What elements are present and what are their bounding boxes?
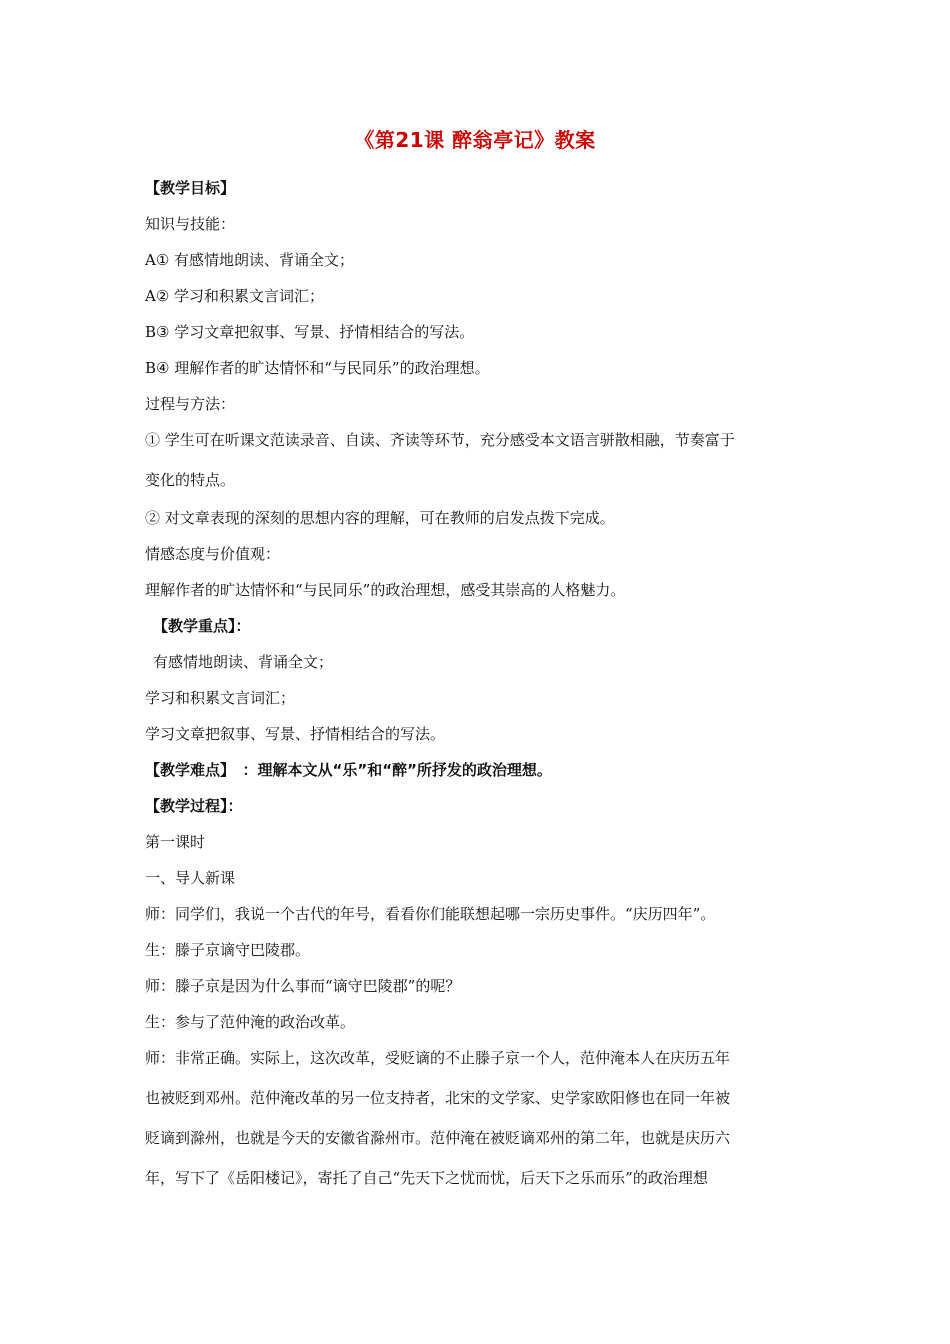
lesson-period: 第一课时	[145, 833, 206, 851]
section-heading-difficulties: 【教学难点】 ：理解本文从“乐”和“醉”所抒发的政治理想。	[145, 761, 552, 779]
key-point-3: 学习文章把叙事、写景、抒情相结合的写法。	[145, 725, 446, 743]
document-title: 《第21课 醉翁亭记》教案	[354, 128, 596, 152]
process-item-1: ① 学生可在听课文范读录音、自读、齐读等环节，充分感受本文语言骈散相融，节奏富于	[145, 431, 735, 449]
attitudes-text: 理解作者的旷达情怀和“与民同乐”的政治理想，感受其崇高的人格魅力。	[145, 581, 626, 599]
dialogue-teacher-3-cont-2: 贬谪到滁州，也就是今天的安徽省滁州市。范仲淹在被贬谪邓州的第二年，也就是庆历六	[145, 1129, 731, 1147]
subheading-attitudes-values: 情感态度与价值观：	[145, 545, 281, 563]
objective-a1: A① 有感情地朗读、背诵全文；	[145, 251, 355, 269]
section-heading-objectives: 【教学目标】	[145, 179, 236, 197]
key-point-1: 有感情地朗读、背诵全文；	[153, 653, 334, 671]
section-heading-key-points: 【教学重点】：	[153, 617, 251, 635]
dialogue-student-1: 生：滕子京谪守巴陵郡。	[145, 941, 311, 959]
dialogue-teacher-1: 师：同学们，我说一个古代的年号，看看你们能联想起哪一宗历史事件。“庆历四年”。	[145, 905, 716, 923]
dialogue-teacher-3-cont-1: 也被贬到邓州。范仲淹改革的另一位支持者，北宋的文学家、史学家欧阳修也在同一年被	[145, 1089, 731, 1107]
process-item-1-cont: 变化的特点。	[145, 471, 236, 489]
objective-a2: A② 学习和积累文言词汇；	[145, 287, 325, 305]
objective-b3: B③ 学习文章把叙事、写景、抒情相结合的写法。	[145, 323, 475, 341]
subheading-knowledge-skills: 知识与技能：	[145, 215, 236, 233]
objective-b4: B④ 理解作者的旷达情怀和“与民同乐”的政治理想。	[145, 359, 490, 377]
dialogue-teacher-3: 师：非常正确。实际上，这次改革，受贬谪的不止滕子京一个人，范仲淹本人在庆历五年	[145, 1049, 731, 1067]
section-heading-process: 【教学过程】：	[145, 797, 243, 815]
dialogue-teacher-2: 师：滕子京是因为什么事而“谪守巴陵郡”的呢？	[145, 977, 461, 995]
step-introduction: 一、导人新课	[145, 869, 236, 887]
process-item-2: ② 对文章表现的深刻的思想内容的理解，可在教师的启发点拨下完成。	[145, 509, 615, 527]
subheading-process-methods: 过程与方法：	[145, 395, 236, 413]
dialogue-student-2: 生：参与了范仲淹的政治改革。	[145, 1013, 356, 1031]
key-point-2: 学习和积累文言词汇；	[145, 689, 296, 707]
dialogue-teacher-3-cont-3: 年，写下了《岳阳楼记》，寄托了自己“先天下之忧而忧，后天下之乐而乐”的政治理想	[145, 1169, 708, 1187]
